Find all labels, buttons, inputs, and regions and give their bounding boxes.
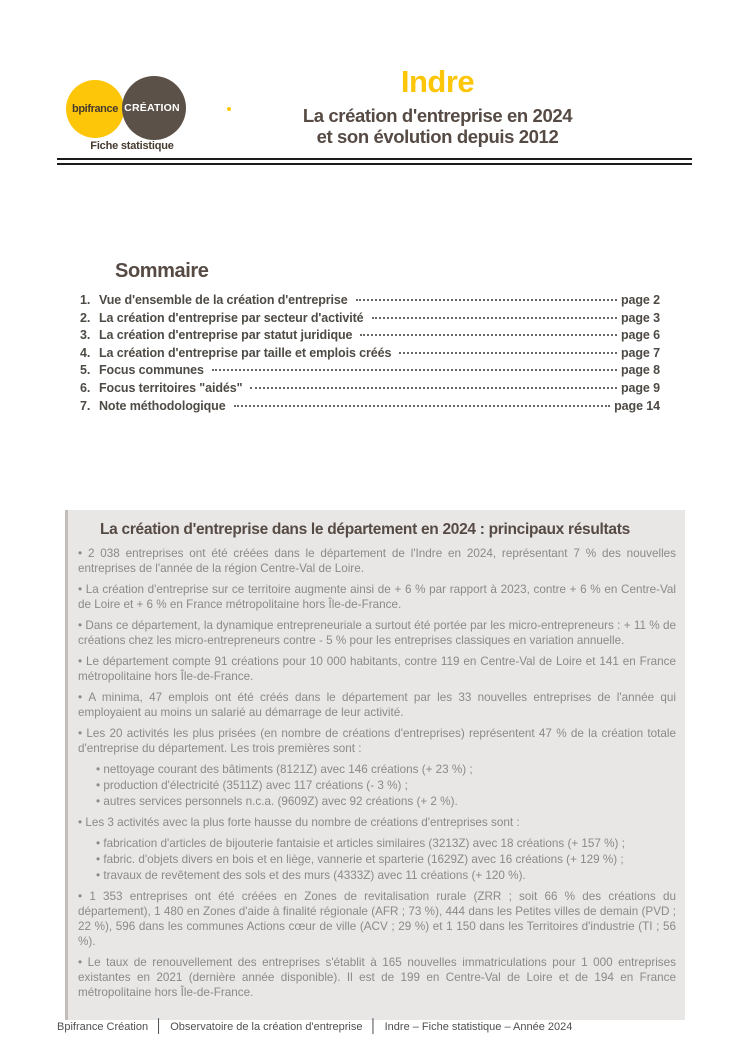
toc-item-page: page 3 [621,310,660,325]
bpifrance-logo-icon [66,80,124,138]
result-bullet-emplois: • A minima, 47 emplois ont été créés dans le département par les 33 nouvelles entreprises de l'année qui employaient au moins un salarié au démarrage de leur activité. [78,690,676,720]
header-divider [57,158,692,165]
toc-item-label: La création d'entreprise par statut juridique [99,328,353,343]
toc-item-number: 1. [80,293,91,307]
result-bullet-evolution: • La création d'entreprise sur ce territoire augmente ainsi de + 6 % par rapport à 2023, contre + 6 % en Centre-Val de Loire et + 6 % en France métropolitaine hors Île-de-France. [78,582,676,612]
toc-item-vue-densemble[interactable] [80,293,660,311]
toc-dot-leader [250,387,617,389]
bpifrance-logo-label: bpifrance [72,103,118,115]
page-footer [57,1018,572,1033]
result-bullet-taux-renouvellement: • Le taux de renouvellement des entreprises s'établit à 165 nouvelles immatriculations pour 1 000 entreprises existantes en 2021 (dernière année disponible). Il est de 199 en Centre-Val de Loire et de 194 en France métropolitaine hors Île-de-France. [78,955,676,1000]
toc-item-page: page 2 [621,293,660,307]
subtitle-line-2: et son évolution depuis 2012 [316,125,559,147]
toc-item-number: 2. [80,310,91,325]
table-of-contents [80,293,660,416]
toc-item-number: 3. [80,328,91,343]
toc-item-page: page 9 [621,380,660,395]
toc-item-territoires-aides[interactable] [80,381,660,399]
toc-dot-leader [356,299,617,301]
toc-item-label: Focus territoires "aidés" [99,380,243,395]
footer-document-ref: Indre – Fiche statistique – Année 2024 [384,1021,573,1033]
toc-item-label: Focus communes [99,363,204,378]
toc-item-page: page 6 [621,328,660,343]
result-subbullet-objets-bois: • fabric. d'objets divers en bois et en liège, vannerie et sparterie (1629Z) avec 16 créations (+ 129 %) ; [96,852,676,867]
result-subbullet-electricite: • production d'électricité (3511Z) avec 117 créations (- 3 %) ; [96,778,676,793]
result-bullet-densite: • Le département compte 91 créations pour 10 000 habitants, contre 119 en Centre-Val de Loire et 141 en France métropolitaine hors Île-de-France. [78,654,676,684]
toc-heading: Sommaire [115,260,209,282]
toc-item-page: page 14 [614,398,660,413]
toc-item-taille-emplois[interactable] [80,346,660,364]
footer-separator: │ [155,1018,164,1033]
toc-item-note-methodologique[interactable] [80,399,660,417]
footer-observatoire: Observatoire de la création d'entreprise [170,1021,363,1033]
toc-item-statut-juridique[interactable] [80,328,660,346]
result-bullet-top-activites: • Les 20 activités les plus prisées (en nombre de créations d'entreprises) représentent 47 % de la création totale d'entreprise du département. Les trois premières sont : [78,726,676,756]
toc-dot-leader [212,369,617,371]
logo-tagline: Fiche statistique [90,140,174,152]
department-title: Indre [400,64,475,99]
result-bullet-micro-entrepreneurs: • Dans ce département, la dynamique entrepreneuriale a surtout été portée par les micro-entrepreneurs : + 11 % de créations chez les micro-entrepreneurs contre - 5 % pour les entreprises classiques en variation annuelle. [78,618,676,648]
toc-item-number: 4. [80,345,91,360]
toc-item-page: page 7 [621,345,660,360]
toc-item-label: La création d'entreprise par secteur d'activité [99,310,364,325]
toc-item-label: La création d'entreprise par taille et emplois créés [99,345,392,360]
result-subbullet-services-personnels: • autres services personnels n.c.a. (9609Z) avec 92 créations (+ 2 %). [96,794,676,809]
footer-separator: │ [369,1018,378,1033]
result-bullet-creations-total: • 2 038 entreprises ont été créées dans le département de l'Indre en 2024, représentant 7 % des nouvelles entreprises de l'année de la région Centre-Val de Loire. [78,546,676,576]
footer-brand: Bpifrance Création [57,1021,149,1033]
toc-item-number: 6. [80,380,91,395]
key-results-box [65,510,685,1020]
toc-dot-leader [372,317,617,319]
toc-item-secteur-activite[interactable] [80,311,660,329]
toc-item-focus-communes[interactable] [80,363,660,381]
document-title-block [225,66,650,147]
result-subbullet-nettoyage: • nettoyage courant des bâtiments (8121Z) avec 146 créations (+ 23 %) ; [96,762,676,777]
toc-item-number: 7. [80,398,91,413]
toc-dot-leader [234,405,611,407]
creation-logo-icon [122,76,186,140]
result-bullet-forte-hausse: • Les 3 activités avec la plus forte hausse du nombre de créations d'entreprises sont : [78,815,676,830]
toc-item-label: Note méthodologique [99,398,226,413]
toc-item-label: Vue d'ensemble de la création d'entreprise [99,293,348,307]
toc-dot-leader [399,352,617,354]
toc-item-page: page 8 [621,363,660,378]
result-bullet-zones-aidees: • 1 353 entreprises ont été créées en Zones de revitalisation rurale (ZRR ; soit 66 % des créations du département), 1 480 en Zones d'aide à finalité régionale (AFR ; 73 %), 444 dans les Petites villes de demain (PVD ; 22 %), 596 dans les communes Actions cœur de ville (ACV ; 29 %) et 1 150 dans les Territoires d'industrie (TI ; 56 %). [78,889,676,949]
subtitle-line-1: La création d'entreprise en 2024 [302,104,573,126]
creation-logo-label: CRÉATION [124,102,180,114]
result-subbullet-revetement-sols: • travaux de revêtement des sols et des murs (4333Z) avec 11 créations (+ 120 %). [96,868,676,883]
document-subtitle [225,105,650,147]
toc-item-number: 5. [80,363,91,378]
result-subbullet-bijouterie: • fabrication d'articles de bijouterie fantaisie et articles similaires (3213Z) avec 18 créations (+ 157 %) ; [96,836,676,851]
key-results-title: La création d'entreprise dans le département en 2024 : principaux résultats [100,521,630,538]
toc-dot-leader [360,334,617,336]
